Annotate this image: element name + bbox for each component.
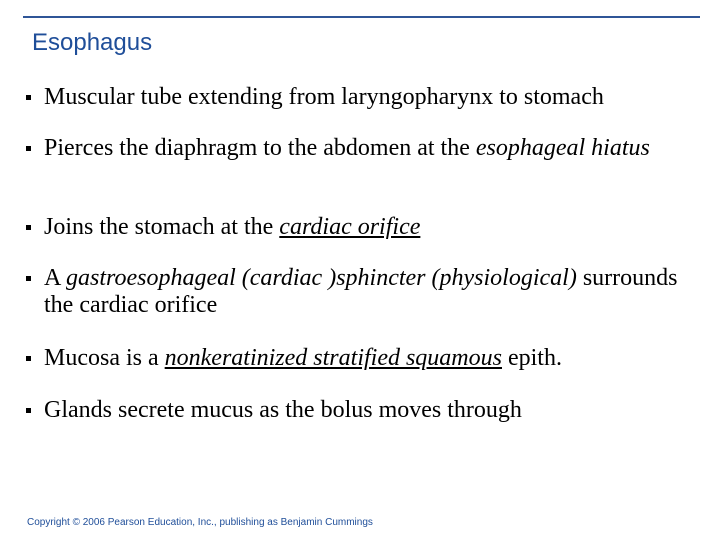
underlined-term: cardiac orifice (279, 214, 421, 240)
bullet-text (44, 214, 704, 241)
square-bullet-icon (26, 356, 31, 361)
bullet-text-run: Glands secrete mucus as the bolus moves through (44, 397, 522, 423)
square-bullet-icon (26, 95, 31, 100)
bullet-text-run: surrounds the cardiac orifice (44, 265, 678, 318)
square-bullet-icon (26, 225, 31, 230)
bullet-text (44, 345, 704, 372)
italic-term: esophageal hiatus (475, 135, 650, 161)
bullet-text (44, 397, 704, 424)
bullet-text-run: epith. (501, 345, 562, 371)
square-bullet-icon (26, 146, 31, 151)
square-bullet-icon (26, 276, 31, 281)
square-bullet-icon (26, 408, 31, 413)
copyright-notice: Copyright © 2006 Pearson Education, Inc., publishing as Benjamin Cummings (27, 517, 373, 528)
bullet-text-run: Pierces the diaphragm to the abdomen at the (44, 135, 476, 161)
italic-term: gastroesophageal (cardiac )sphincter (physiological) (66, 265, 577, 291)
bullet-text (44, 265, 704, 319)
bullet-text-run: Muscular tube extending from laryngopharynx to stomach (44, 84, 604, 110)
bullet-text-run: Joins the stomach at the (44, 214, 280, 240)
underlined-term: nonkeratinized stratified squamous (164, 345, 502, 371)
slide-title: Esophagus (32, 29, 153, 56)
bullet-text-run: A (44, 265, 67, 291)
bullet-text-run: Mucosa is a (44, 345, 165, 371)
title-divider-line (23, 16, 700, 18)
bullet-text (44, 84, 704, 111)
bullet-text (44, 135, 704, 162)
